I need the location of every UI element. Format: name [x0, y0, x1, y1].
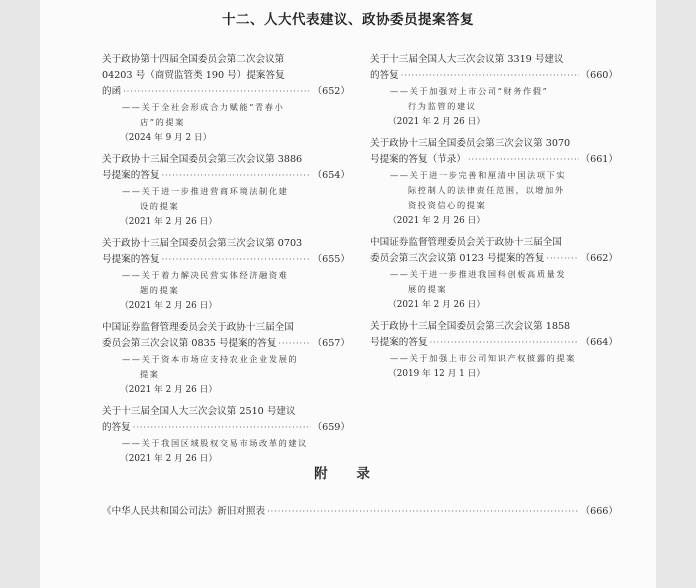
toc-entry-date: （2021 年 2 月 26 日） — [120, 217, 218, 227]
toc-entry-title-line: 中国证券监督管理委员会关于政协十三届全国 — [102, 322, 294, 333]
toc-entry[interactable] — [102, 52, 350, 146]
toc-entry-page-number: （664） — [580, 337, 618, 348]
toc-entry-date: （2021 年 2 月 26 日） — [388, 216, 486, 226]
toc-entry-date: （2021 年 2 月 26 日） — [120, 385, 218, 395]
toc-entry[interactable] — [102, 404, 350, 467]
toc-entry-title-tail: 的答复 — [102, 422, 131, 433]
toc-entry-subtitle: 店”的提案 — [140, 117, 185, 127]
toc-entry-title-line: 关于政协十三届全国委员会第三次会议第 3886 — [102, 154, 303, 165]
toc-entry-subtitle: 展的提案 — [408, 284, 448, 294]
toc-entry[interactable] — [370, 319, 618, 382]
toc-entry-subtitle: ——关于资本市场应支持农业企业发展的 — [122, 354, 299, 364]
toc-entry-title-tail: 委员会第三次会议第 0835 号提案的答复 — [102, 338, 277, 349]
toc-entry-subtitle: ——关于加强上市公司知识产权披露的提案 — [390, 353, 576, 363]
leader-dots — [133, 420, 311, 436]
leader-dots — [546, 251, 578, 267]
toc-entry-title-tail: 委员会第三次会议第 0123 号提案的答复 — [370, 253, 545, 264]
leader-dots — [430, 335, 579, 351]
toc-entry-title-line: 关于十三届全国人大三次会议第 2510 号建议 — [102, 406, 296, 417]
leader-dots — [267, 504, 578, 520]
toc-entry-subtitle: ——关于进一步完善和厘清中国法项下实 — [390, 170, 567, 180]
toc-entry-page-number: （659） — [312, 422, 350, 433]
toc-entry-subtitle: ——关于全社会形成合力赋能“青春小 — [122, 102, 285, 112]
toc-entry-date: （2021 年 2 月 26 日） — [388, 300, 486, 310]
toc-entry-title-line: 关于政协十三届全国委员会第三次会议第 1858 — [370, 321, 571, 332]
toc-entry-subtitle: 行为监管的建议 — [408, 101, 477, 111]
leader-dots — [278, 336, 310, 352]
toc-entry[interactable] — [370, 52, 618, 130]
toc-entry[interactable] — [102, 236, 350, 314]
leader-dots — [162, 168, 311, 184]
section-title: 十二、人大代表建议、政协委员提案答复 — [222, 12, 474, 28]
toc-entry-date: （2021 年 2 月 26 日） — [388, 117, 486, 127]
appendix-entry-title: 《中华人民共和国公司法》新旧对照表 — [102, 506, 266, 517]
toc-entry-page-number: （657） — [312, 338, 350, 349]
appendix-toc-entry[interactable] — [102, 504, 618, 520]
toc-entry-subtitle: ——关于着力解决民营实体经济融资难 — [122, 270, 289, 280]
toc-entry-subtitle: ——关于进一步推进我国科创板高质量发 — [390, 269, 567, 279]
toc-entry-page-number: （661） — [580, 154, 618, 165]
toc-entry-title-tail: 号提案的答复 — [102, 170, 160, 181]
toc-entry-title-line: 关于十三届全国人大三次会议第 3319 号建议 — [370, 54, 564, 65]
appendix-title: 附 录 — [314, 466, 382, 482]
toc-entry-title-line: 中国证券监督管理委员会关于政协十三届全国 — [370, 237, 562, 248]
toc-entry-subtitle: ——关于进一步推进营商环境法制化建 — [122, 186, 289, 196]
toc-entry-title-tail: 号提案的答复 — [102, 254, 160, 265]
toc-entry-page-number: （655） — [312, 254, 350, 265]
toc-entry-page-number: （652） — [312, 86, 350, 97]
leader-dots — [468, 152, 579, 168]
toc-column-right — [370, 52, 618, 388]
toc-entry-title-line: 关于政协十三届全国委员会第三次会议第 0703 — [102, 238, 303, 249]
toc-entry-date: （2024 年 9 月 2 日） — [120, 133, 212, 143]
toc-entry[interactable] — [102, 320, 350, 398]
toc-entry-page-number: （660） — [580, 70, 618, 81]
toc-column-left — [102, 52, 350, 473]
toc-entry-subtitle: 际控制人的法律责任范围，以增加外 — [408, 185, 565, 195]
leader-dots — [162, 252, 311, 268]
toc-entry-date: （2021 年 2 月 26 日） — [120, 454, 218, 464]
appendix-entry-page: （666） — [580, 506, 618, 517]
leader-dots — [401, 68, 579, 84]
toc-entry[interactable] — [370, 235, 618, 313]
toc-entry-page-number: （654） — [312, 170, 350, 181]
document-page — [40, 0, 656, 588]
toc-entry-title-tail: 的函 — [102, 86, 122, 97]
toc-entry-title-line: 04203 号（商贸监管类 190 号）提案答复 — [102, 70, 285, 81]
toc-entry-page-number: （662） — [580, 253, 618, 264]
toc-entry-date: （2019 年 12 月 1 日） — [388, 369, 486, 379]
toc-entry[interactable] — [370, 136, 618, 229]
toc-entry-date: （2021 年 2 月 26 日） — [120, 301, 218, 311]
toc-entry-subtitle: 设的提案 — [140, 201, 180, 211]
toc-entry-title-tail: 号提案的答复（节录） — [370, 154, 466, 165]
toc-entry-subtitle: 提案 — [140, 369, 160, 379]
toc-entry-subtitle: 资投资信心的提案 — [408, 200, 487, 210]
toc-entry-subtitle: ——关于加强对上市公司“财务作假” — [390, 86, 549, 96]
toc-entry-subtitle: ——关于我国区域股权交易市场改革的建议 — [122, 438, 308, 448]
toc-entry-title-tail: 号提案的答复 — [370, 337, 428, 348]
toc-entry-title-line: 关于政协第十四届全国委员会第二次会议第 — [102, 54, 285, 65]
toc-entry-subtitle: 题的提案 — [140, 285, 180, 295]
toc-entry-title-line: 关于政协十三届全国委员会第三次会议第 3070 — [370, 138, 571, 149]
leader-dots — [123, 84, 310, 100]
toc-entry-title-tail: 的答复 — [370, 70, 399, 81]
toc-entry[interactable] — [102, 152, 350, 230]
